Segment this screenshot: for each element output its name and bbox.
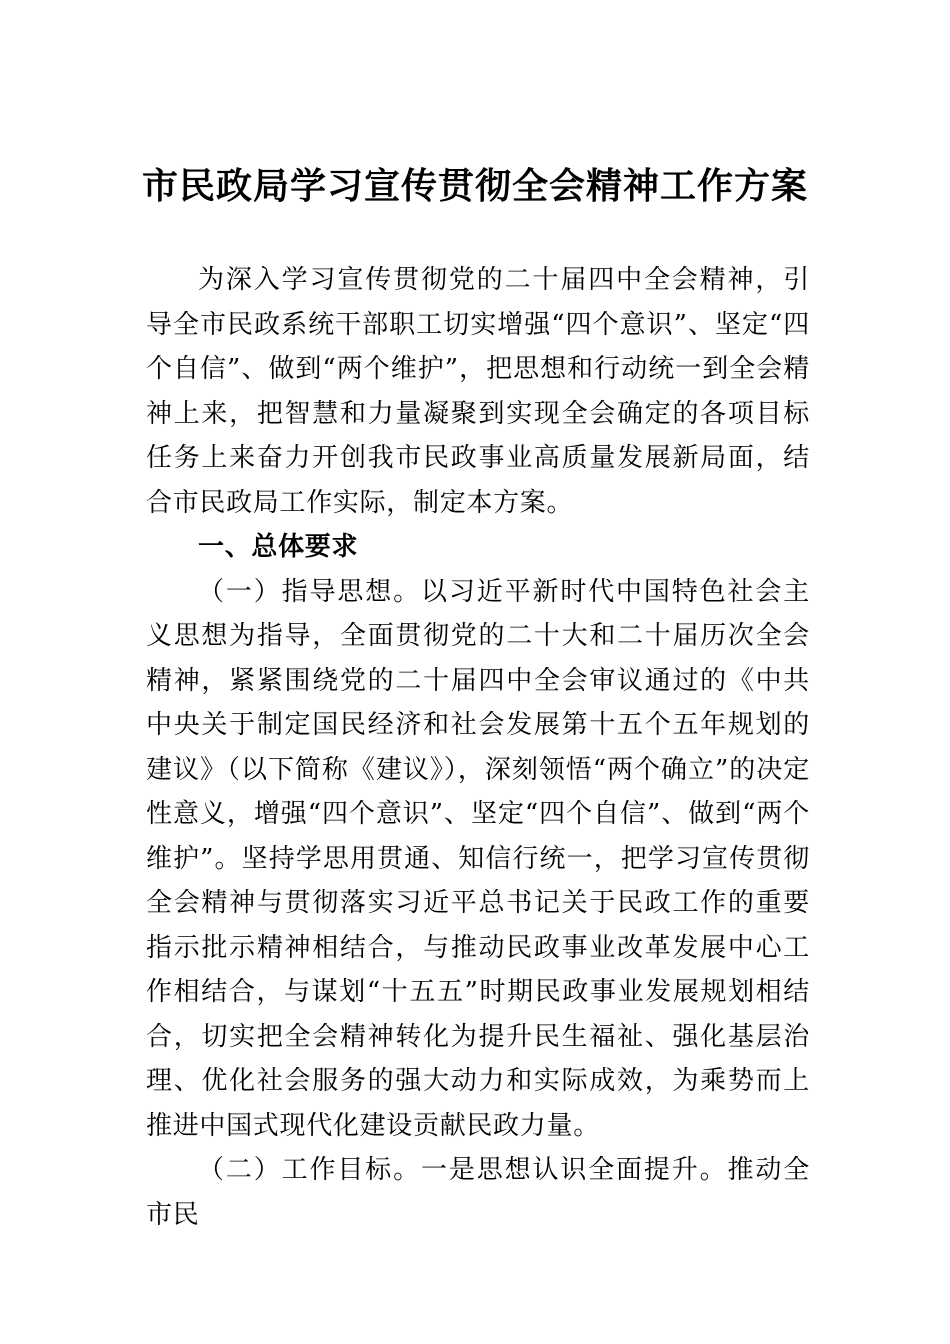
paragraph-lead-guiding-ideology: （一）指导思想。 xyxy=(198,576,421,607)
paragraph-lead-work-goals: （二）工作目标。 xyxy=(198,1155,421,1185)
paragraph-text-guiding-ideology: 以习近平新时代中国特色社会主义思想为指导，全面贯彻党的二十大和二十届历次全会精神，紧紧围绕党的二十届四中全会审议通过的《中共中央关于制定国民经济和社会发展第十五个五年规划的建议》（以下简称《建议》），深刻领悟“两个确立”的决定性意义，增强“四个意识”、坚定“四个自信”、做到“两个维护”。坚持学思用贯通、知信行统一，把学习宣传贯彻全会精神与贯彻落实习近平总书记关于民政工作的重要指示批示精神相结合，与推动民政事业改革发展中心工作相结合，与谋划“十五五”时期民政事业发展规划相结合，切实把全会精神转化为提升民生福祉、强化基层治理、优化社会服务的强大动力和实际成效，为乘势而上推进中国式现代化建设贡献民政力量。 xyxy=(146,576,810,1141)
paragraph-work-goals xyxy=(146,1148,810,1237)
paragraph-guiding-ideology xyxy=(146,570,810,1149)
section-heading-general-requirements: 一、总体要求 xyxy=(198,532,359,562)
document-title: 市民政局学习宣传贯彻全会精神工作方案 xyxy=(141,165,808,207)
intro-paragraph: 为深入学习宣传贯彻党的二十届四中全会精神，引导全市民政系统干部职工切实增强“四个意识”、坚定“四个自信”、做到“两个维护”，把思想和行动统一到全会精神上来，把智慧和力量凝聚到实现全会确定的各项目标任务上来奋力开创我市民政事业高质量发展新局面，结合市民政局工作实际，制定本方案。 xyxy=(146,265,810,518)
document-body xyxy=(146,258,810,1237)
paragraph-text-work-goals: 一是思想认识全面提升。推动全市民 xyxy=(146,1155,810,1230)
